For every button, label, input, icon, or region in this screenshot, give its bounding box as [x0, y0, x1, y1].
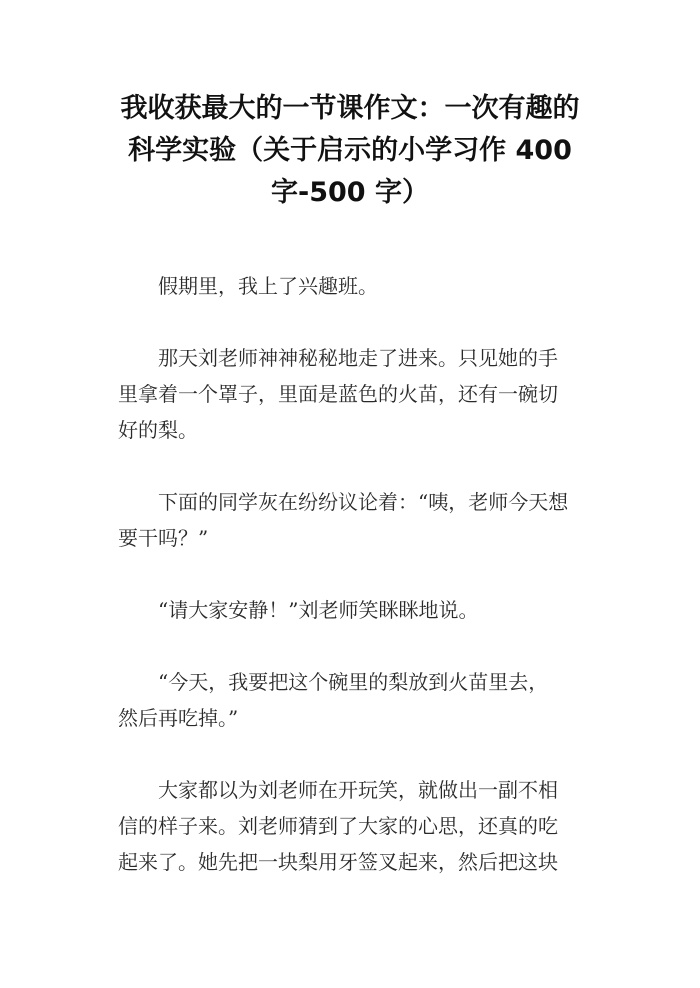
paragraph-line: “请大家安静！”刘老师笑眯眯地说。 [158, 598, 479, 622]
document-body [118, 268, 588, 880]
paragraph-line: 起来了。她先把一块梨用牙签叉起来，然后把这块 [118, 850, 558, 874]
paragraph-1 [118, 268, 588, 304]
paragraph-line: 信的样子来。刘老师猜到了大家的心思，还真的吃 [118, 814, 558, 838]
paragraph-5 [118, 664, 588, 736]
paragraph-line: 大家都以为刘老师在开玩笑，就做出一副不相 [158, 778, 558, 802]
paragraph-line: 要干吗？” [118, 526, 209, 550]
paragraph-line: “今天，我要把这个碗里的梨放到火苗里去， [158, 670, 549, 694]
paragraph-line: 好的梨。 [118, 418, 198, 442]
title-line-1: 我收获最大的一节课作文：一次有趣的 [120, 93, 580, 124]
paragraph-line: 假期里，我上了兴趣班。 [158, 274, 378, 298]
paragraph-4 [118, 592, 588, 628]
paragraph-6 [118, 772, 588, 880]
title-line-2: 科学实验（关于启示的小学习作 400 [128, 135, 572, 166]
document-title [100, 88, 600, 214]
paragraph-line: 那天刘老师神神秘秘地走了进来。只见她的手 [158, 346, 558, 370]
paragraph-2 [118, 340, 588, 448]
paragraph-3 [118, 484, 588, 556]
title-line-3: 字-500 字） [271, 177, 429, 208]
paragraph-line: 里拿着一个罩子，里面是蓝色的火苗，还有一碗切 [118, 382, 558, 406]
paragraph-line: 然后再吃掉。” [118, 706, 239, 730]
paragraph-line: 下面的同学灰在纷纷议论着：“咦，老师今天想 [158, 490, 569, 514]
